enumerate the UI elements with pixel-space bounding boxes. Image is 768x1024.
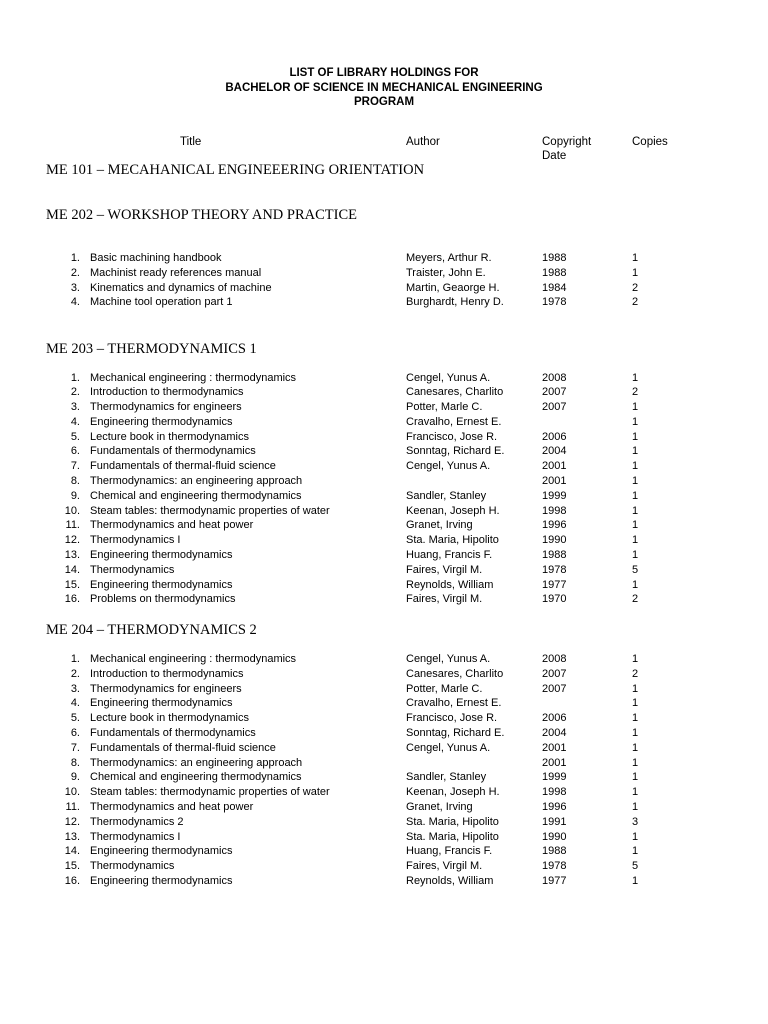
item-number: 1. [70,653,80,665]
item-copyright-year: 1988 [542,549,567,562]
list-item [0,474,768,489]
item-copyright-year: 2008 [542,371,567,384]
item-number: 7. [70,741,80,754]
item-number: 12. [64,534,80,547]
list-item [0,859,768,874]
item-copies: 2 [632,386,639,399]
list-item [0,518,768,533]
item-author: Reynolds, William [406,874,494,887]
list-item [0,830,768,845]
item-copies: 1 [632,266,639,279]
item-title: Thermodynamics I [90,830,181,843]
item-number: 6. [70,445,80,458]
item-title: Thermodynamics for engineers [90,401,242,414]
item-number: 3. [70,401,80,414]
section-list-me203 [0,371,768,608]
item-author: Canesares, Charlito [406,386,504,399]
list-item [0,726,768,741]
item-number: 1. [70,252,80,264]
title-line-3: PROGRAM [353,96,415,108]
item-author: Traister, John E. [406,266,486,279]
item-copyright-year: 1978 [542,563,567,576]
item-copies: 1 [632,712,639,725]
item-copies: 1 [632,697,639,710]
item-copies: 2 [632,593,639,606]
item-number: 3. [70,682,80,695]
list-item [0,459,768,474]
list-item [0,415,768,430]
item-number: 2. [70,386,80,399]
item-author: Sta. Maria, Hipolito [406,830,499,843]
item-copies: 1 [632,771,639,784]
item-copies: 1 [632,504,639,517]
item-copies: 2 [632,281,639,294]
item-author: Sta. Maria, Hipolito [406,815,499,828]
item-number: 5. [70,430,80,443]
item-copyright-year: 1991 [542,815,567,828]
list-item [0,592,768,607]
item-number: 10. [64,786,80,799]
item-number: 4. [70,415,80,428]
list-item [0,281,768,296]
item-author: Cengel, Yunus A. [406,741,491,754]
item-title: Fundamentals of thermal-fluid science [90,460,276,473]
item-number: 11. [65,800,80,813]
item-title: Engineering thermodynamics [90,874,233,887]
item-copies: 1 [632,741,639,754]
item-copyright-year: 1977 [542,874,567,887]
item-title: Machinist ready references manual [90,266,262,279]
item-number: 8. [70,756,80,769]
item-copyright-year: 1978 [542,296,567,309]
title-line-1: LIST OF LIBRARY HOLDINGS FOR [289,67,479,79]
item-author: Faires, Virgil M. [406,860,483,873]
item-number: 2. [70,667,80,680]
item-author: Martin, Geaorge H. [406,281,500,294]
item-number: 4. [70,296,80,309]
item-number: 3. [70,281,80,294]
item-author: Reynolds, William [406,578,494,591]
item-title: Mechanical engineering : thermodynamics [90,371,297,384]
item-title: Mechanical engineering : thermodynamics [90,653,297,665]
item-author: Potter, Marle C. [406,682,483,695]
item-author: Keenan, Joseph H. [406,504,500,517]
item-copies: 1 [632,786,639,799]
item-copies: 1 [632,401,639,414]
item-copies: 1 [632,682,639,695]
item-title: Fundamentals of thermal-fluid science [90,741,276,754]
item-copies: 1 [632,830,639,843]
section-heading-me203: ME 203 – THERMODYNAMICS 1 [46,341,257,357]
item-author: Huang, Francis F. [406,549,493,562]
item-title: Thermodynamics: an engineering approach [90,756,303,769]
item-author: Granet, Irving [406,800,473,813]
item-title: Thermodynamics [90,563,175,576]
item-number: 15. [64,860,80,873]
item-copies: 1 [632,415,639,428]
list-item [0,444,768,459]
item-author: Cengel, Yunus A. [406,371,491,384]
item-author: Canesares, Charlito [406,667,504,680]
item-copyright-year: 1998 [542,786,567,799]
item-copyright-year: 2001 [542,475,567,488]
item-copies: 1 [632,445,639,458]
list-item [0,548,768,563]
list-item [0,800,768,815]
title-line-2: BACHELOR OF SCIENCE IN MECHANICAL ENGINEERING [225,81,543,94]
item-copyright-year: 2004 [542,445,567,458]
item-copies: 2 [632,667,639,680]
item-copies: 1 [632,756,639,769]
item-copyright-year: 2001 [542,460,567,473]
item-author: Cravalho, Ernest E. [406,415,502,428]
item-copyright-year: 2007 [542,667,567,680]
item-copyright-year: 2006 [542,712,567,725]
list-item [0,578,768,593]
item-author: Sandler, Stanley [406,489,487,502]
item-author: Sonntag, Richard E. [406,726,505,739]
item-copies: 1 [632,475,639,488]
list-item [0,295,768,310]
list-item [0,711,768,726]
item-number: 2. [70,266,80,279]
item-number: 4. [70,697,80,710]
item-number: 8. [70,475,80,488]
item-author: Keenan, Joseph H. [406,786,500,799]
item-copyright-year: 1984 [542,281,567,294]
item-number: 12. [64,815,80,828]
section-heading-me101: ME 101 – MECAHANICAL ENGINEEERING ORIENTATION [46,162,425,178]
item-copies: 1 [632,800,639,813]
section-heading-me204: ME 204 – THERMODYNAMICS 2 [46,622,257,638]
item-author: Meyers, Arthur R. [406,252,492,264]
item-copyright-year: 2007 [542,682,567,695]
item-title: Thermodynamics [90,860,175,873]
item-copyright-year: 1988 [542,252,567,264]
list-item [0,652,768,667]
item-copyright-year: 2001 [542,756,567,769]
item-copies: 1 [632,252,639,264]
item-copyright-year: 1996 [542,519,567,532]
item-title: Thermodynamics and heat power [90,800,254,813]
list-item [0,266,768,281]
item-copies: 1 [632,371,639,384]
item-author: Granet, Irving [406,519,473,532]
item-number: 9. [70,771,80,784]
item-author: Huang, Francis F. [406,845,493,858]
item-author: Potter, Marle C. [406,401,483,414]
item-title: Thermodynamics: an engineering approach [90,475,303,488]
list-item [0,385,768,400]
item-number: 1. [70,371,80,384]
item-copyright-year: 1999 [542,771,567,784]
item-copies: 1 [632,534,639,547]
item-number: 15. [64,578,80,591]
item-author: Cengel, Yunus A. [406,653,491,665]
list-item [0,741,768,756]
column-header-copyright-date: Copyright Date [542,136,592,162]
item-copyright-year: 1988 [542,266,567,279]
item-copyright-year: 1996 [542,800,567,813]
item-copies: 5 [632,563,639,576]
list-item [0,430,768,445]
list-item [0,682,768,697]
item-number: 16. [64,593,80,606]
list-item [0,770,768,785]
item-copies: 1 [632,460,639,473]
item-title: Machine tool operation part 1 [90,296,233,309]
item-title: Engineering thermodynamics [90,415,233,428]
item-author: Sandler, Stanley [406,771,487,784]
item-copies: 2 [632,296,639,309]
item-title: Chemical and engineering thermodynamics [90,489,302,502]
item-title: Kinematics and dynamics of machine [90,281,272,294]
list-item [0,563,768,578]
item-copies: 1 [632,653,639,665]
document-title [0,66,768,110]
item-number: 11. [65,519,80,532]
list-item [0,533,768,548]
list-item [0,844,768,859]
item-title: Lecture book in thermodynamics [90,712,249,725]
section-list-me202 [0,251,768,310]
column-header-copies: Copies [632,136,668,148]
item-copyright-year: 1998 [542,504,567,517]
item-title: Steam tables: thermodynamic properties of water [90,504,330,517]
item-copies: 1 [632,874,639,887]
item-number: 13. [64,830,80,843]
item-number: 14. [64,563,80,576]
section-heading-me202: ME 202 – WORKSHOP THEORY AND PRACTICE [46,207,357,223]
item-number: 10. [64,504,80,517]
item-title: Thermodynamics for engineers [90,682,242,695]
item-title: Thermodynamics and heat power [90,519,254,532]
item-title: Lecture book in thermodynamics [90,430,249,443]
item-copies: 1 [632,726,639,739]
item-copyright-year: 2001 [542,741,567,754]
item-copyright-year: 1970 [542,593,567,606]
item-author: Burghardt, Henry D. [406,296,504,309]
item-copies: 1 [632,489,639,502]
item-copyright-year: 1990 [542,830,567,843]
item-author: Cengel, Yunus A. [406,460,491,473]
item-author: Faires, Virgil M. [406,563,483,576]
list-item [0,696,768,711]
item-copies: 1 [632,549,639,562]
item-copyright-year: 1988 [542,845,567,858]
column-header-title: Title [180,136,202,148]
item-author: Sta. Maria, Hipolito [406,534,499,547]
item-title: Engineering thermodynamics [90,697,233,710]
item-copyright-year: 2007 [542,401,567,414]
list-item [0,400,768,415]
item-copyright-year: 2006 [542,430,567,443]
item-title: Fundamentals of thermodynamics [90,445,256,458]
item-title: Engineering thermodynamics [90,578,233,591]
item-author: Francisco, Jose R. [406,430,498,443]
item-copyright-year: 2007 [542,386,567,399]
item-title: Introduction to thermodynamics [90,386,244,399]
item-author: Francisco, Jose R. [406,712,498,725]
item-number: 9. [70,489,80,502]
list-item [0,874,768,889]
list-item [0,785,768,800]
section-list-me204 [0,652,768,889]
item-author: Cravalho, Ernest E. [406,697,502,710]
item-title: Steam tables: thermodynamic properties of water [90,786,330,799]
item-copies: 1 [632,430,639,443]
item-copies: 3 [632,815,639,828]
item-number: 16. [64,874,80,887]
list-item [0,251,768,266]
item-number: 6. [70,726,80,739]
column-header-author: Author [406,136,440,148]
item-title: Engineering thermodynamics [90,845,233,858]
item-title: Chemical and engineering thermodynamics [90,771,302,784]
item-title: Fundamentals of thermodynamics [90,726,256,739]
item-number: 7. [70,460,80,473]
item-copyright-year: 1990 [542,534,567,547]
item-title: Engineering thermodynamics [90,549,233,562]
item-title: Thermodynamics I [90,534,181,547]
item-title: Basic machining handbook [90,252,222,264]
item-copyright-year: 2004 [542,726,567,739]
item-copies: 1 [632,845,639,858]
item-title: Thermodynamics 2 [90,815,184,828]
list-item [0,371,768,386]
item-copies: 1 [632,578,639,591]
list-item [0,815,768,830]
item-number: 5. [70,712,80,725]
item-author: Sonntag, Richard E. [406,445,505,458]
item-copies: 5 [632,860,639,873]
list-item [0,504,768,519]
item-title: Problems on thermodynamics [90,593,236,606]
item-copies: 1 [632,519,639,532]
list-item [0,756,768,771]
item-author: Faires, Virgil M. [406,593,483,606]
item-number: 14. [64,845,80,858]
item-number: 13. [64,549,80,562]
item-copyright-year: 2008 [542,653,567,665]
item-copyright-year: 1978 [542,860,567,873]
item-copyright-year: 1977 [542,578,567,591]
list-item [0,667,768,682]
item-copyright-year: 1999 [542,489,567,502]
list-item [0,489,768,504]
item-title: Introduction to thermodynamics [90,667,244,680]
